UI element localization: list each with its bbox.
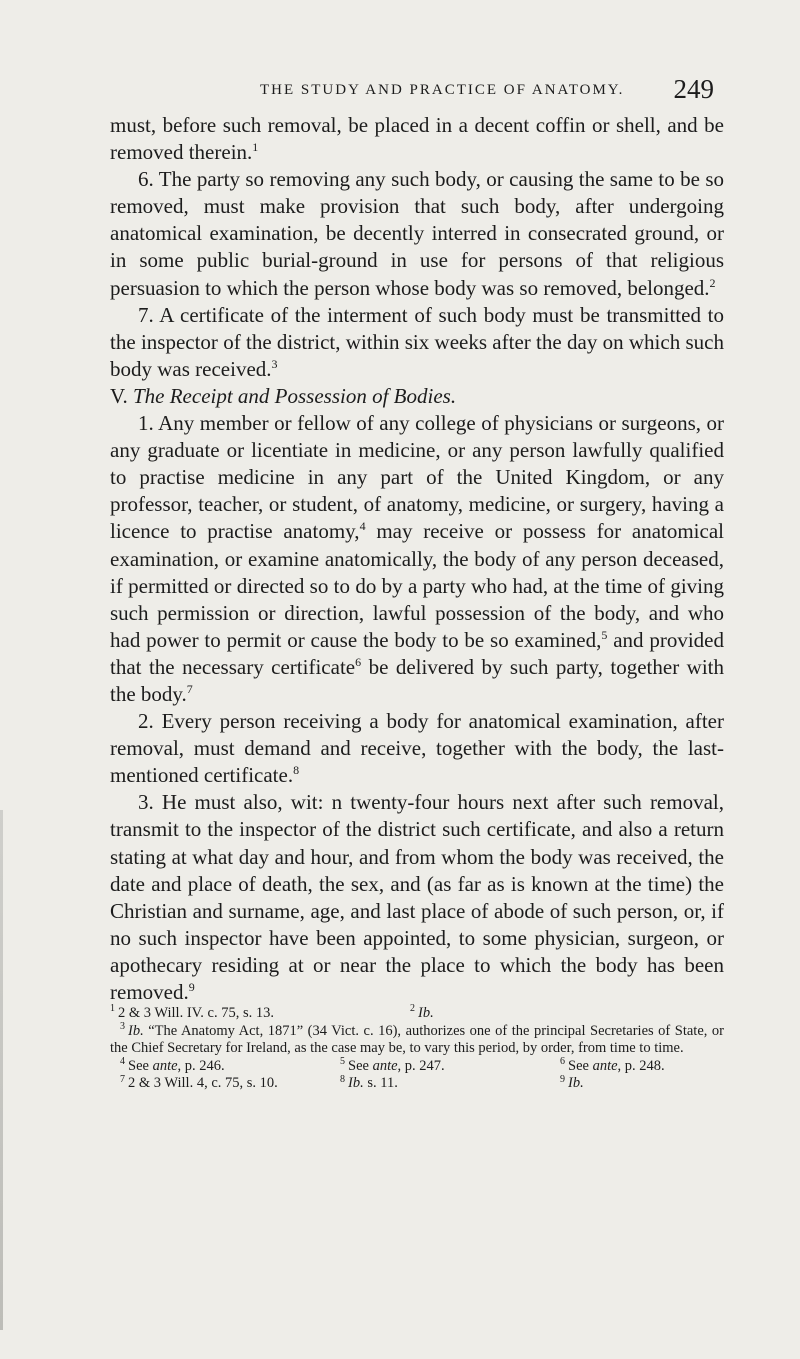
footnote-8: $^8$ Ib. s. 11. [340, 1073, 398, 1092]
footnote-2: $^2$ Ib. [410, 1003, 434, 1021]
section-heading [110, 383, 724, 410]
paragraph-7: 7. A certificate of the interment of such body must be transmitted to the inspector of the district, within six weeks after the day on which such body was received.$^3$ [110, 302, 724, 381]
running-head [260, 74, 714, 104]
footnote-ref: 4 [359, 519, 366, 534]
footnote-line [110, 1055, 724, 1076]
running-title: THE STUDY AND PRACTICE OF ANATOMY. [260, 82, 625, 98]
footnote-ref: 7 [186, 681, 193, 696]
footnote-line [110, 1005, 724, 1023]
footnote-ref: 9 [188, 980, 195, 994]
section-title: The Receipt and Possession of Bodies. [132, 383, 457, 408]
footnote-ref: 2 [709, 275, 716, 290]
footnote-ref: 8 [293, 763, 300, 778]
paragraph-1: 1. Any member or fellow of any college of physicians or surgeons, or any graduate or licentiate in medicine, or any person lawfully qualified to practise medicine in any part of the United Kingdom, or any professor, teacher, or student, of anatomy, medicine, or surgery, having a licence to practise anatomy,$^4$ may receive or possess for anatomical examination, or examine anatomically, the body of any person deceased, if permitted or directed so to do by a party who had, at the time of giving such permission or direction, lawful possession of the body, and who had power to permit or cause the body to be so examined,$^5$ and provided that the necessary certificate$^6$ be delivered by such party, together with the body.$^7$ [110, 411, 724, 706]
binding-shadow [0, 810, 3, 1330]
footnote-6: $^6$ See ante, p. 248. [560, 1055, 665, 1074]
footnote-ref: 5 [601, 627, 608, 642]
paragraph-continuation: must, before such removal, be placed in a decent coffin or shell, and be removed therein.$^1$ [110, 113, 724, 165]
footnotes [110, 1005, 724, 1093]
footnote-line [110, 1075, 724, 1093]
paragraph-6: 6. The party so removing any such body, or causing the same to be so removed, must make provision that such body, after undergoing anatomical examination, be decently interred in consecrated ground, or in some public burial-ground in use for persons of that religious persuasion to which the person whose body was so removed, belonged.$^2$ [110, 167, 724, 300]
footnote-ref: 1 [252, 140, 259, 155]
footnote-5: $^5$ See ante, p. 247. [340, 1055, 445, 1074]
footnote-ref: 3 [271, 356, 278, 371]
footnote-3: $^3$ Ib. “The Anatomy Act, 1871” (34 Vict. c. 16), authorizes one of the principal Secretaries of State, or the Chief Secretary for Ireland, as the case may be, to vary this period, by order, from time to time. [110, 1020, 724, 1057]
footnote-9: $^9$ Ib. [560, 1073, 584, 1092]
paragraph-2: 2. Every person receiving a body for anatomical examination, after removal, must demand and receive, together with the body, the last-mentioned certificate.$^8$ [110, 709, 724, 788]
footnote-7: $^7$ 2 & 3 Will. 4, c. 75, s. 10. [120, 1073, 278, 1092]
footnote-ref: 6 [355, 654, 362, 669]
body-text [110, 112, 724, 1006]
section-number: V. [110, 383, 128, 408]
footnote-4: $^4$ See ante, p. 246. [120, 1055, 225, 1074]
paragraph-3: 3. He must also, wit: n twenty-four hours next after such removal, transmit to the inspector of the district such certificate, and also a return stating at what day and hour, and from whom the body was received, the date and place of death, the sex, and (as far as is known at the time) the Christian and surname, age, and last place of abode of such person, or, if no such inspector have been appointed, to some physician, surgeon, or apothecary residing at or near the place to which the body has been removed.$^9$ [110, 790, 724, 1004]
footnote-1: $^1$ 2 & 3 Will. IV. c. 75, s. 13. [110, 1003, 274, 1021]
page-number: 249 [673, 74, 714, 104]
